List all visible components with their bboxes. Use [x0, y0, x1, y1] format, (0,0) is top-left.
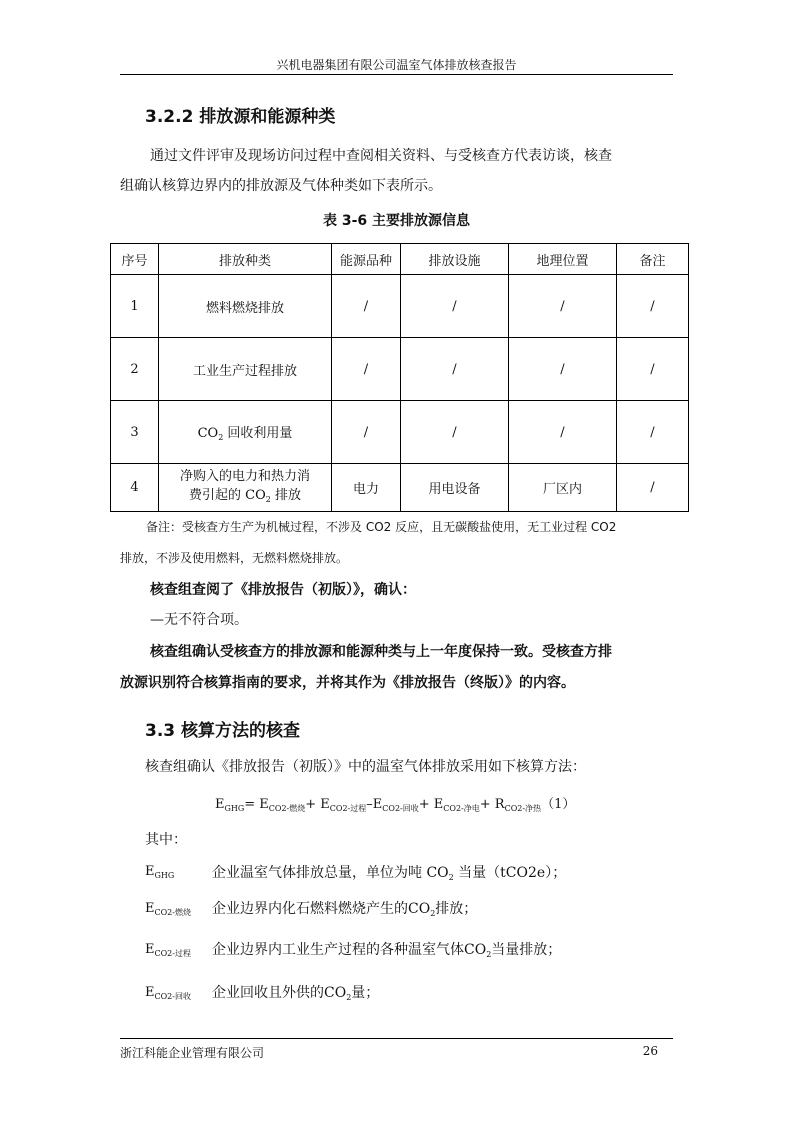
cell-no: 3 — [111, 401, 159, 464]
intro-line-2: 组确认核算边界内的排放源及气体种类如下表所示。 — [120, 178, 442, 194]
table-note-line-1: 备注：受核查方生产为机械过程，不涉及 CO2 反应，且无碳酸盐使用，无工业过程 CO2 — [146, 520, 617, 534]
section-heading-3-2-2: 3.2.2 排放源和能源种类 — [145, 107, 336, 127]
col-header-no: 序号 — [111, 244, 159, 275]
cell-no: 2 — [111, 338, 159, 401]
symbol-base: E — [145, 901, 155, 916]
cell-facility: / — [401, 338, 509, 401]
definition-text — [212, 862, 566, 882]
cell-type — [159, 401, 332, 464]
symbol-subscript: CO2-过程 — [154, 949, 191, 958]
co2-label: CO — [197, 426, 219, 441]
definition-text-post: 量； — [351, 985, 380, 1001]
cell-location: 厂区内 — [509, 464, 617, 512]
cell-no: 1 — [111, 275, 159, 338]
definition-text-pre: 企业边界内化石燃料燃烧产生的CO — [212, 901, 431, 917]
type-line-2-post: 排放 — [270, 487, 301, 503]
intro-line-1: 通过文件评审及现场访问过程中查阅相关资料、与受核查方代表访谈，核查 — [150, 148, 612, 164]
no-nonconformity: —无不符合项。 — [150, 612, 248, 628]
review-statement: 核查组查阅了《排放报告（初版）》，确认： — [150, 582, 416, 598]
cell-type — [159, 464, 332, 512]
definition-text-pre: 企业温室气体排放总量，单位为吨 CO — [212, 865, 449, 881]
cell-remark: / — [617, 464, 689, 512]
cell-type: 燃料燃烧排放 — [159, 275, 332, 338]
cell-energy: / — [332, 338, 401, 401]
definition-text-post: 排放； — [435, 901, 478, 917]
definition-text — [212, 939, 561, 959]
symbol-subscript: CO2-回收 — [154, 992, 191, 1001]
col-header-remark: 备注 — [617, 244, 689, 275]
formula-term-3: –E — [366, 797, 383, 812]
definition-text-post: 当量排放； — [491, 942, 562, 958]
definition-symbol — [145, 985, 191, 1002]
conclusion-line-1: 核查组确认受核查方的排放源和能源种类与上一年度保持一致。受核查方排 — [150, 644, 612, 660]
formula-term-4: + E — [418, 797, 444, 812]
co2-subscript: 2 — [218, 433, 224, 442]
col-header-facility: 排放设施 — [401, 244, 509, 275]
cell-facility: 用电设备 — [401, 464, 509, 512]
type-line-2 — [163, 486, 327, 509]
definition-text-sub: 2 — [430, 909, 436, 918]
formula-term-2-sub: CO2-过程 — [329, 804, 367, 813]
definition-text — [212, 982, 379, 1002]
table-caption: 表 3-6 主要排放源信息 — [322, 213, 471, 229]
cell-energy: / — [332, 401, 401, 464]
where-label: 其中： — [145, 832, 187, 848]
cell-remark: / — [617, 401, 689, 464]
table-header-row — [111, 244, 689, 275]
formula-term-2: + E — [305, 797, 330, 812]
cell-energy: / — [332, 275, 401, 338]
formula-lhs-sub: GHG — [224, 804, 245, 813]
symbol-base: E — [145, 942, 155, 957]
definition-text-sub: 2 — [486, 950, 492, 959]
cell-energy: 电力 — [332, 464, 401, 512]
symbol-base: E — [145, 864, 155, 879]
page-footer — [120, 1044, 673, 1061]
definition-text-sub: 2 — [448, 873, 454, 882]
table-row — [111, 401, 689, 464]
formula-term-5: + R — [479, 797, 505, 812]
page-header: 兴机电器集团有限公司温室气体排放核查报告 — [276, 58, 517, 72]
definition-text-pre: 企业回收且外供的CO — [212, 985, 347, 1001]
symbol-subscript: CO2-燃烧 — [154, 908, 191, 917]
table-row — [111, 464, 689, 512]
formula-term-4-sub: CO2-净电 — [443, 804, 480, 813]
formula-term-5-sub: CO2-净热 — [504, 804, 542, 813]
cell-type: 工业生产过程排放 — [159, 338, 332, 401]
table-note-line-2: 排放，不涉及使用燃料，无燃料燃烧排放。 — [120, 551, 349, 565]
type-line-2-pre: 费引起的 CO — [189, 487, 266, 503]
cell-location: / — [509, 275, 617, 338]
symbol-base: E — [145, 985, 155, 1000]
cell-location: / — [509, 338, 617, 401]
definition-symbol — [145, 864, 174, 880]
definition-symbol — [145, 942, 191, 959]
col-header-energy: 能源品种 — [332, 244, 401, 275]
section-heading-3-3: 3.3 核算方法的核查 — [145, 721, 301, 741]
conclusion-line-2: 放源识别符合核算指南的要求，并将其作为《排放报告（终版）》的内容。 — [120, 675, 575, 691]
definition-text-sub: 2 — [346, 993, 352, 1002]
table-row — [111, 338, 689, 401]
formula-term-1-sub: CO2-燃烧 — [268, 804, 306, 813]
emission-source-table — [110, 243, 689, 512]
col-header-type: 排放种类 — [159, 244, 332, 275]
cell-remark: / — [617, 338, 689, 401]
type-line-1: 净购入的电力和热力消 — [179, 468, 310, 484]
footer-company: 浙江科能企业管理有限公司 — [120, 1046, 265, 1060]
cell-facility: / — [401, 275, 509, 338]
formula-term-1: = E — [244, 797, 269, 812]
table-row — [111, 275, 689, 338]
formula-number: （1） — [541, 797, 576, 812]
definition-symbol — [145, 901, 191, 918]
definition-text-post: 当量（tCO2e）； — [453, 865, 567, 881]
formula-term-3-sub: CO2-回收 — [382, 804, 419, 813]
cell-no: 4 — [111, 464, 159, 512]
cell-facility: / — [401, 401, 509, 464]
definition-text-pre: 企业边界内工业生产过程的各种温室气体CO — [212, 942, 487, 958]
method-intro: 核查组确认《排放报告（初版）》中的温室气体排放采用如下核算方法： — [145, 759, 586, 775]
type-suffix: 回收利用量 — [223, 426, 293, 441]
cell-location: / — [509, 401, 617, 464]
symbol-subscript: GHG — [154, 871, 175, 880]
definition-text — [212, 898, 477, 918]
formula-lhs: E — [215, 797, 225, 812]
col-header-location: 地理位置 — [509, 244, 617, 275]
accounting-formula — [215, 793, 575, 814]
cell-remark: / — [617, 275, 689, 338]
header-rule — [120, 74, 673, 75]
page-number: 26 — [642, 1044, 658, 1058]
co2-subscript: 2 — [265, 494, 271, 504]
footer-rule — [120, 1038, 673, 1039]
